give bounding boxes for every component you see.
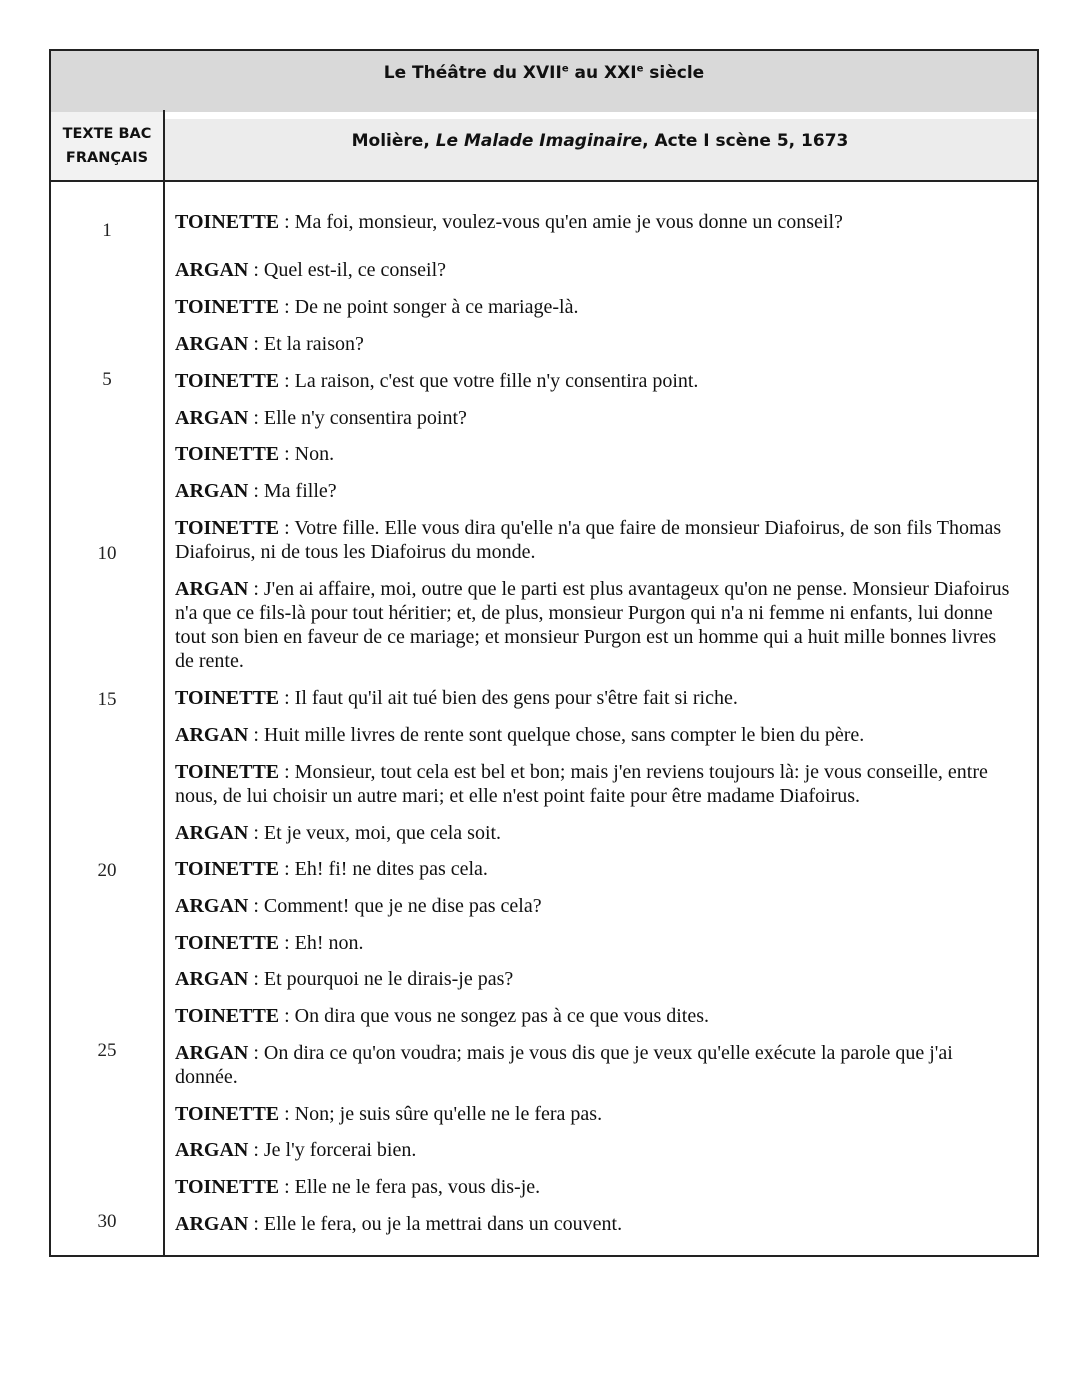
line-number: 25: [97, 1040, 117, 1061]
line-number: 15: [97, 689, 117, 710]
dialogue-line: [175, 369, 1015, 393]
speech: : Ma foi, monsieur, voulez-vous qu'en amie je vous donne un conseil?: [279, 211, 843, 233]
speech: : Elle ne le fera pas, vous dis-je.: [279, 1176, 541, 1198]
title-band: [51, 51, 1037, 112]
speaker: TOINETTE: [175, 1103, 280, 1125]
speech: : De ne point songer à ce mariage-là.: [279, 296, 579, 318]
speaker: ARGAN: [175, 1213, 249, 1235]
dialogue-line: [175, 577, 1015, 673]
speech: : Eh! non.: [279, 932, 364, 954]
speaker: ARGAN: [175, 724, 249, 746]
page-title: [51, 63, 1037, 83]
dialogue-line: [175, 1175, 1015, 1199]
dialogue-line: [175, 931, 1015, 955]
speaker: TOINETTE: [175, 211, 280, 233]
subtitle-work: Le Malade Imaginaire: [435, 131, 643, 151]
speech: : Quel est-il, ce conseil?: [248, 259, 447, 281]
dialogue-line: [175, 479, 1015, 503]
speaker: ARGAN: [175, 259, 249, 281]
speech: : Monsieur, tout cela est bel et bon; mais j'en reviens toujours là: je vous conseille, entre nous, de lui choisir un autre mari; et elle n'est point faite pour être madame Diafoirus.: [175, 761, 988, 807]
speaker: ARGAN: [175, 480, 249, 502]
column-label-line: FRANÇAIS: [65, 150, 149, 166]
dialogue-line: [175, 210, 1015, 234]
speech: : Ma fille?: [248, 480, 337, 502]
dialogue-line: [175, 332, 1015, 356]
speaker: TOINETTE: [175, 761, 280, 783]
speaker: ARGAN: [175, 1139, 249, 1161]
speaker: TOINETTE: [175, 932, 280, 954]
dialogue-line: [175, 516, 1015, 564]
dialogue-line: [175, 894, 1015, 918]
speaker: TOINETTE: [175, 858, 280, 880]
speech: : Huit mille livres de rente sont quelque chose, sans compter le bien du père.: [248, 724, 865, 746]
subtitle-author: Molière,: [351, 131, 436, 151]
speech: : Elle n'y consentira point?: [248, 407, 467, 429]
speech: : J'en ai affaire, moi, outre que le parti est plus avantageux qu'on ne pense. Monsieur Diafoirus n'a que ce fils-là pour tout héritier; et, de plus, monsieur Purgon qui n'a ni femme ni enfants, lui donne tout son bien en faveur de ce mariage; et monsieur Purgon est un homme qui a huit mille bonnes livres de rente.: [175, 578, 1010, 672]
title-part: Le Théâtre du XVII: [383, 63, 562, 83]
speaker: TOINETTE: [175, 687, 280, 709]
speaker: ARGAN: [175, 333, 249, 355]
dialogue-line: [175, 258, 1015, 282]
dialogue-line: [175, 821, 1015, 845]
speaker: ARGAN: [175, 1042, 249, 1064]
speaker: ARGAN: [175, 895, 249, 917]
speaker: ARGAN: [175, 968, 249, 990]
speech: : Il faut qu'il ait tué bien des gens pour s'être fait si riche.: [279, 687, 738, 709]
column-label: [51, 112, 163, 182]
speech: : Je l'y forcerai bien.: [248, 1139, 417, 1161]
subtitle: [163, 131, 1037, 151]
speech: : Comment! que je ne dise pas cela?: [248, 895, 542, 917]
title-superscript: e: [561, 63, 569, 75]
column-label-line: TEXTE BAC: [62, 126, 152, 142]
speech: : Non; je suis sûre qu'elle ne le fera pas.: [279, 1103, 603, 1125]
title-superscript: e: [636, 63, 644, 75]
dialogue-line: [175, 1138, 1015, 1162]
speech: : Et je veux, moi, que cela soit.: [248, 822, 502, 844]
speech: : On dira ce qu'on voudra; mais je vous dis que je veux qu'elle exécute la parole que j'ai donnée.: [175, 1042, 953, 1088]
speech: : Et pourquoi ne le dirais-je pas?: [248, 968, 514, 990]
dialogue-line: [175, 967, 1015, 991]
dialogue-line: [175, 1004, 1015, 1028]
speaker: TOINETTE: [175, 296, 280, 318]
speaker: ARGAN: [175, 407, 249, 429]
speaker: TOINETTE: [175, 1005, 280, 1027]
subtitle-rest: , Acte I scène 5, 1673: [642, 131, 849, 151]
speaker: TOINETTE: [175, 443, 280, 465]
speech: : Elle le fera, ou je la mettrai dans un couvent.: [248, 1213, 623, 1235]
dialogue-line: [175, 723, 1015, 747]
line-number: 30: [97, 1211, 117, 1232]
speaker: TOINETTE: [175, 370, 280, 392]
dialogue-line: [175, 1041, 1015, 1089]
dialogue-line: [175, 406, 1015, 430]
dialogue-line: [175, 686, 1015, 710]
speech: : Et la raison?: [248, 333, 364, 355]
column-divider: [163, 110, 165, 1255]
speech: : On dira que vous ne songez pas à ce que vous dites.: [279, 1005, 710, 1027]
dialogue-line: [175, 857, 1015, 881]
speaker: TOINETTE: [175, 517, 280, 539]
dialogue-line: [175, 1102, 1015, 1126]
dialogue-line: [175, 760, 1015, 808]
line-number: 1: [102, 220, 112, 241]
speech: : Eh! fi! ne dites pas cela.: [279, 858, 488, 880]
title-part: au XXI: [568, 63, 637, 83]
speech: : La raison, c'est que votre fille n'y consentira point.: [279, 370, 699, 392]
title-part: siècle: [643, 63, 705, 83]
speech: : Non.: [279, 443, 335, 465]
dialogue-line: [175, 295, 1015, 319]
line-number: 5: [102, 369, 112, 390]
document-frame: [49, 49, 1039, 1257]
speech: : Votre fille. Elle vous dira qu'elle n'a que faire de monsieur Diafoirus, de son fils Thomas Diafoirus, ni de tous les Diafoirus du monde.: [175, 517, 1002, 563]
dialogue-line: [175, 442, 1015, 466]
speaker: ARGAN: [175, 578, 249, 600]
dialogue-line: [175, 1212, 1015, 1236]
line-number: 10: [97, 543, 117, 564]
speaker: ARGAN: [175, 822, 249, 844]
subtitle-band: [163, 119, 1037, 182]
speaker: TOINETTE: [175, 1176, 280, 1198]
line-number: 20: [97, 860, 117, 881]
